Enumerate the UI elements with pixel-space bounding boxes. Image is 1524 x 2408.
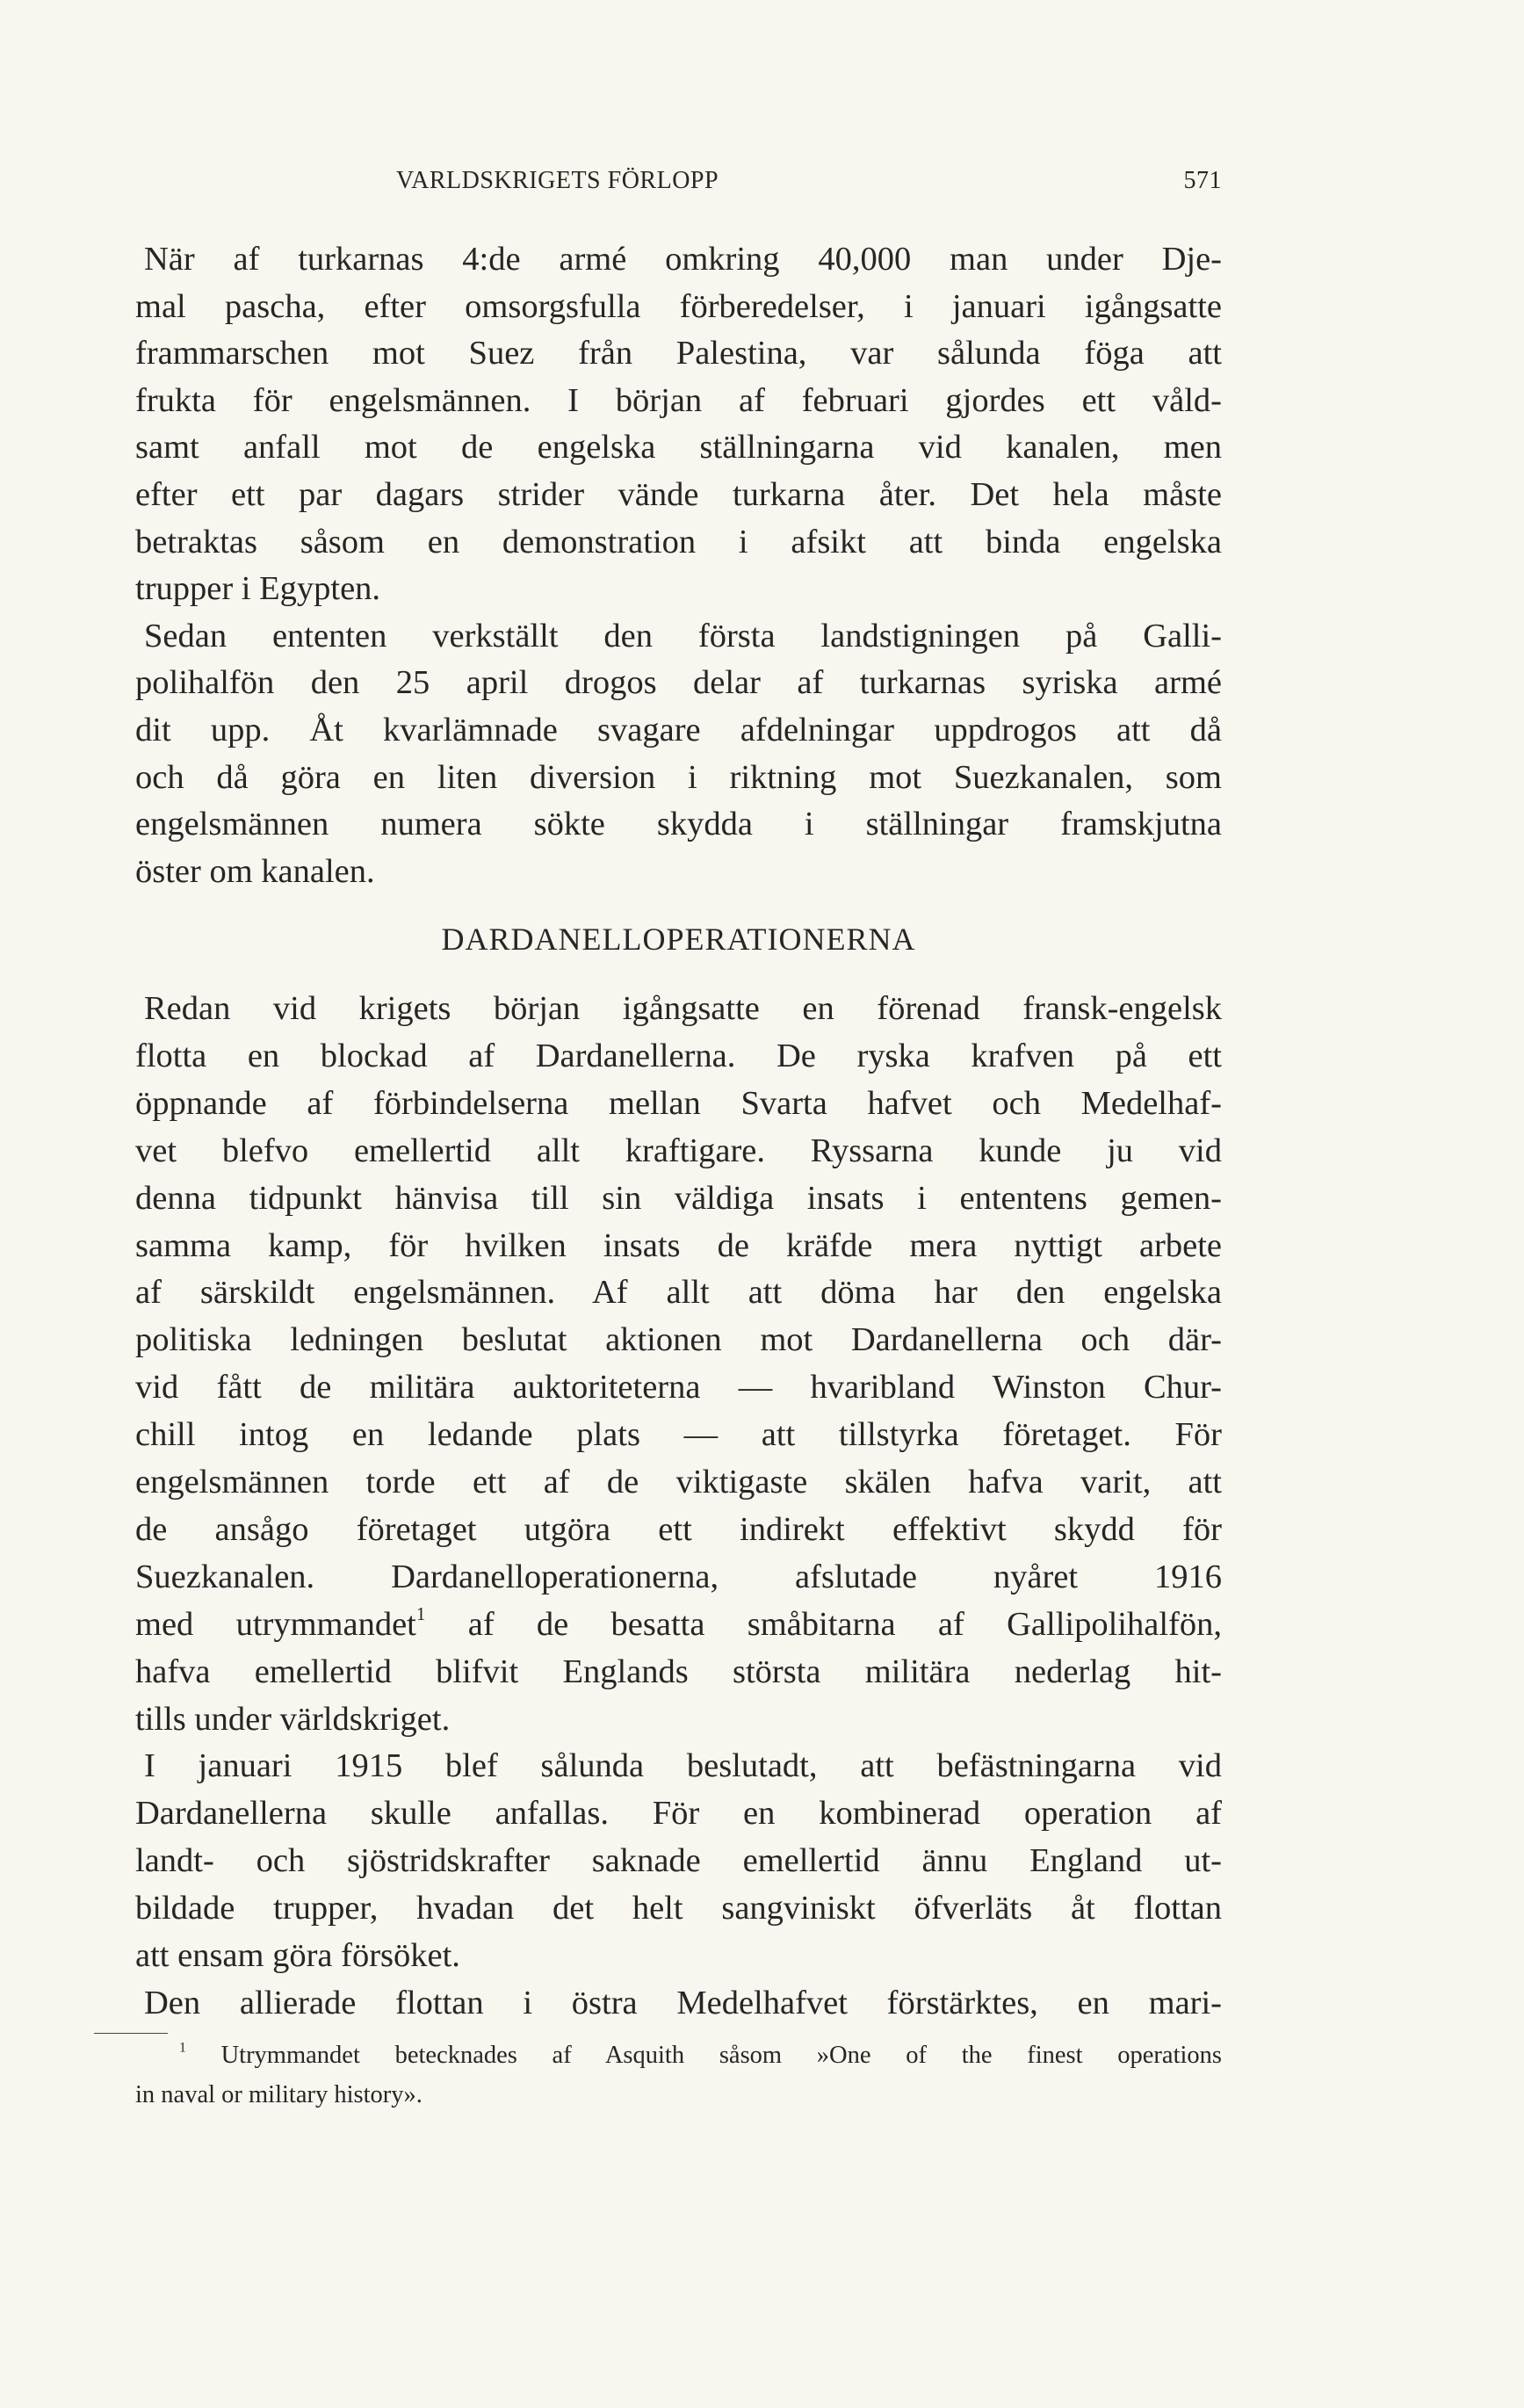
text-line: öster om kanalen. bbox=[135, 852, 375, 890]
text-line: Suezkanalen. Dardanelloperationerna, afslutade nyåret 1916 bbox=[135, 1558, 1222, 1595]
text-line: samt anfall mot de engelska ställningarna vid kanalen, men bbox=[135, 429, 1222, 466]
text-line: bildade trupper, hvadan det helt sangviniskt öfverläts åt flottan bbox=[135, 1890, 1222, 1927]
text-line: polihalfön den 25 april drogos delar af turkarnas syriska armé bbox=[135, 664, 1222, 702]
text-line: denna tidpunkt hänvisa till sin väldiga insats i ententens gemen- bbox=[135, 1179, 1222, 1217]
text-line: landt- och sjöstridskrafter saknade emellertid ännu England ut- bbox=[135, 1842, 1222, 1880]
text-line: och då göra en liten diversion i riktning mot Suezkanalen, som bbox=[135, 758, 1222, 796]
text-line: engelsmännen numera sökte skydda i ställningar framskjutna bbox=[135, 806, 1222, 843]
footnote-line bbox=[179, 2036, 1222, 2075]
text-line: hafva emellertid blifvit Englands största militära nederlag hit- bbox=[135, 1652, 1222, 1690]
text-line: Sedan ententen verkställt den första landstigningen på Galli- bbox=[144, 617, 1222, 654]
text-line: dit upp. Åt kvarlämnade svagare afdelningar uppdrogos att då bbox=[135, 712, 1222, 748]
text-line: af särskildt engelsmännen. Af allt att döma har den engelska bbox=[135, 1274, 1222, 1312]
text-line: När af turkarnas 4:de armé omkring 40,000 man under Dje- bbox=[144, 241, 1222, 278]
text-line: engelsmännen torde ett af de viktigaste skälen hafva varit, att bbox=[135, 1464, 1222, 1500]
text-line: att ensam göra försöket. bbox=[135, 1937, 460, 1974]
page-number: 571 bbox=[1183, 167, 1222, 194]
text-line: med utrymmandet$^1$ af de besatta småbitarna af Gallipolihalfön, bbox=[135, 1602, 1222, 1643]
text-line: samma kamp, för hvilken insats de kräfde mera nyttigt arbete bbox=[135, 1226, 1222, 1264]
text-line: trupper i Egypten. bbox=[135, 570, 381, 608]
running-title: VARLDSKRIGETS FÖRLOPP bbox=[396, 167, 719, 194]
text-line: de ansågo företaget utgöra ett indirekt effektivt skydd för bbox=[135, 1510, 1222, 1548]
footnote-rule bbox=[94, 2033, 168, 2034]
footnote-reference: 1 bbox=[415, 1602, 426, 1624]
section-heading: DARDANELLOPERATIONERNA bbox=[441, 922, 916, 957]
text-line: Dardanellerna skulle anfallas. För en kombinerad operation af bbox=[135, 1795, 1222, 1833]
text-line: Redan vid krigets början igångsatte en förenad fransk-engelsk bbox=[144, 990, 1222, 1027]
text-line: flotta en blockad af Dardanellerna. De ryska krafven på ett bbox=[135, 1037, 1222, 1074]
text-line: betraktas såsom en demonstration i afsikt att binda engelska bbox=[135, 523, 1222, 560]
text-line: Den allierade flottan i östra Medelhafvet förstärktes, en mari- bbox=[144, 1984, 1222, 2021]
text-line: frukta för engelsmännen. I början af februari gjordes ett våld- bbox=[135, 381, 1222, 419]
text-line: politiska ledningen beslutat aktionen mot Dardanellerna och där- bbox=[135, 1321, 1222, 1359]
text-line: vet blefvo emellertid allt kraftigare. Ryssarna kunde ju vid bbox=[135, 1132, 1222, 1169]
text-line: tills under världskriget. bbox=[135, 1700, 451, 1738]
footnote-text: Utrymmandet betecknades af Asquith såsom »One of the finest operations bbox=[220, 2042, 1223, 2069]
footnote-line: in naval or military history». bbox=[135, 2081, 423, 2108]
text-line: mal pascha, efter omsorgsfulla förberedelser, i januari igångsatte bbox=[135, 287, 1222, 325]
text-line: öppnande af förbindelserna mellan Svarta hafvet och Medelhaf- bbox=[135, 1084, 1222, 1122]
text-line: frammarschen mot Suez från Palestina, var sålunda föga att bbox=[135, 335, 1222, 372]
text-line: I januari 1915 blef sålunda beslutadt, att befästningarna vid bbox=[144, 1747, 1222, 1785]
text-line: vid fått de militära auktoriteterna — hvaribland Winston Chur- bbox=[135, 1369, 1222, 1406]
text-line: efter ett par dagars strider vände turkarna åter. Det hela måste bbox=[135, 476, 1222, 513]
text-line: chill intog en ledande plats — att tillstyrka företaget. För bbox=[135, 1416, 1222, 1454]
footnote-marker: 1 bbox=[179, 2040, 186, 2056]
